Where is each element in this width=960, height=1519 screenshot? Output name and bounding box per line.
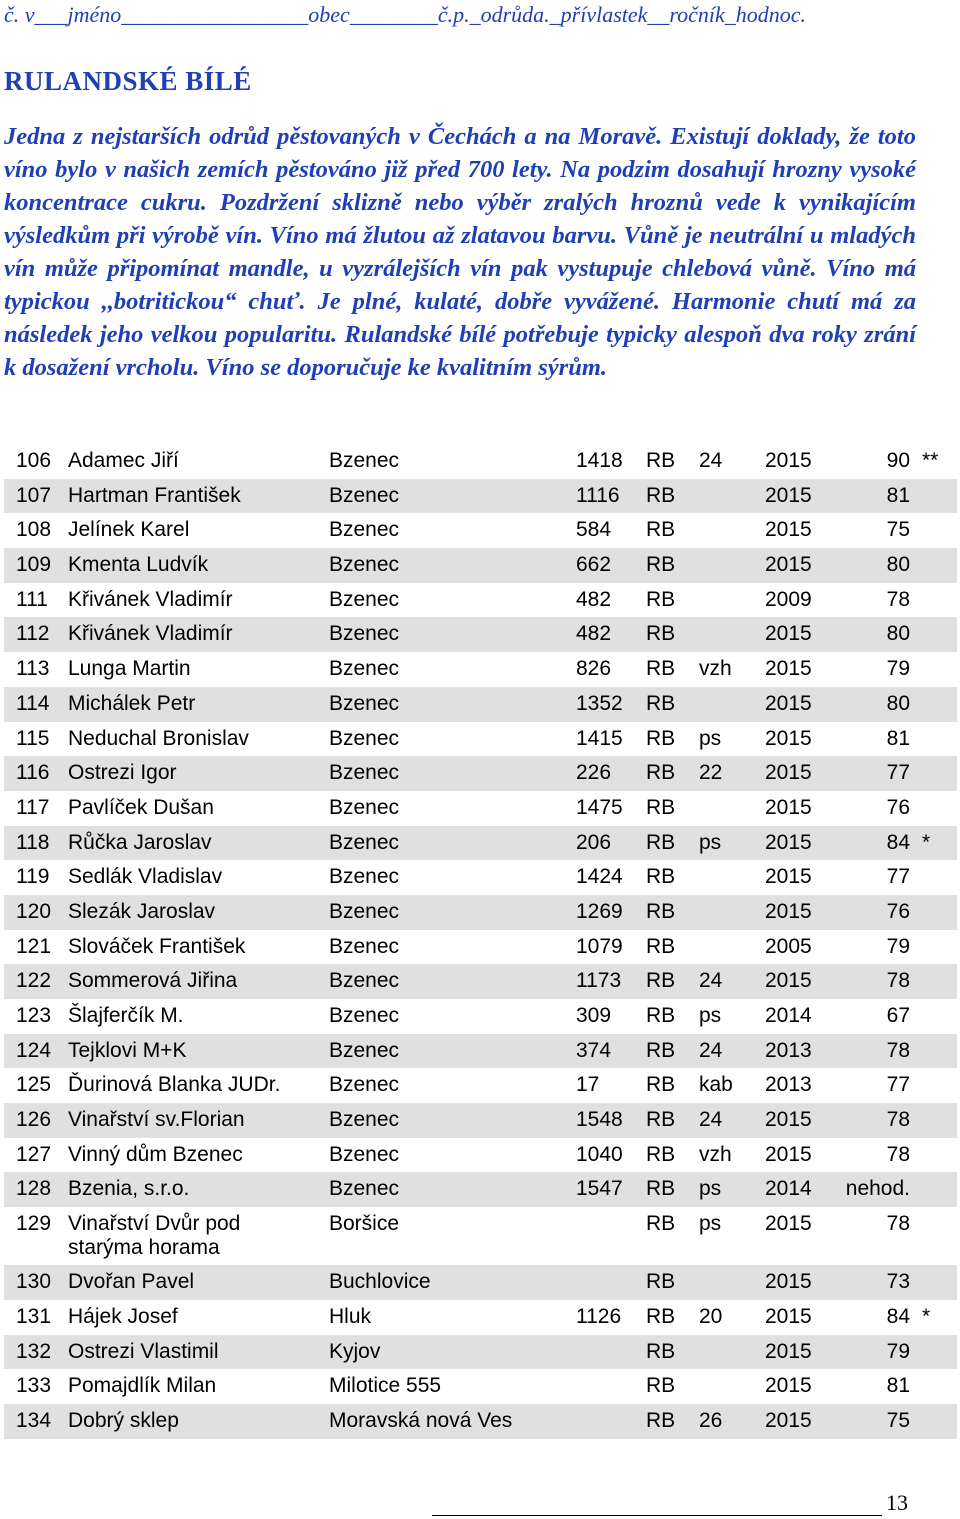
variety-code-cell: RB [646,1073,676,1097]
score-cell: 77 [886,1073,910,1097]
town-cell: Boršice [329,1212,400,1236]
vintage-year-cell: 2015 [765,1374,812,1398]
attribute-cell: 24 [699,969,723,993]
vintage-year-cell: 2015 [765,1270,812,1294]
table-row [4,1103,957,1138]
grower-name-cell: Adamec Jiří [68,449,179,472]
vintage-year-cell: 2015 [765,553,812,577]
house-number-cell: 1548 [576,1108,623,1132]
table-row [4,895,957,930]
town-cell: Buchlovice [329,1270,431,1294]
grower-name-cell: Vinný dům Bzenec [68,1142,243,1166]
variety-code-cell: RB [646,518,676,542]
house-number-cell: 1424 [576,865,623,889]
attribute-cell: ps [699,1177,722,1201]
table-row [4,791,957,826]
grower-name-cell: Bzenia, s.r.o. [68,1177,190,1201]
grower-name-cell: Hartman František [68,483,241,507]
town-cell: Bzenec [329,795,400,819]
grower-name-cell: Dvořan Pavel [68,1270,195,1294]
entry-number-cell: 113 [16,657,50,681]
grower-name-cell: Hájek Josef [68,1304,178,1328]
score-cell: 79 [886,1339,910,1363]
vintage-year-cell: 2015 [765,1339,812,1363]
score-cell: 76 [886,899,910,923]
table-row [4,1207,957,1265]
score-cell: 79 [886,934,910,958]
variety-code-cell: RB [646,449,676,472]
table-row [4,964,957,999]
house-number-cell: 584 [576,518,612,542]
vintage-year-cell: 2009 [765,587,812,611]
table-row [4,1369,957,1404]
entry-number-cell: 127 [16,1142,52,1166]
vintage-year-cell: 2015 [765,899,812,923]
house-number-cell: 226 [576,761,612,785]
table-row [4,1265,957,1300]
award-mark-cell: * [922,830,931,854]
variety-code-cell: RB [646,1270,676,1294]
house-number-cell: 1415 [576,726,623,750]
entry-number-cell: 109 [16,553,52,577]
variety-code-cell: RB [646,1004,676,1027]
variety-code-cell: RB [646,899,676,923]
entry-number-cell: 108 [16,518,52,542]
table-row [4,999,957,1034]
town-cell: Bzenec [329,899,400,923]
table-row [4,1300,957,1335]
grower-name-cell: Vinařství sv.Florian [68,1108,245,1132]
attribute-cell: 20 [699,1304,723,1328]
variety-code-cell: RB [646,934,676,958]
entry-number-cell: 111 [16,587,48,611]
vintage-year-cell: 2015 [765,449,812,472]
vintage-year-cell: 2015 [765,795,812,819]
town-cell: Milotice 555 [329,1374,442,1398]
entry-number-cell: 118 [16,830,50,854]
variety-code-cell: RB [646,865,676,889]
grower-name-cell: Sommerová Jiřina [68,969,238,993]
town-cell: Bzenec [329,449,400,472]
house-number-cell: 1547 [576,1177,623,1201]
town-cell: Bzenec [329,691,400,715]
grower-name-cell: Ďurinová Blanka JUDr. [68,1073,281,1097]
score-cell: 81 [886,483,910,507]
house-number-cell: 1079 [576,934,623,958]
entry-number-cell: 125 [16,1073,52,1097]
vintage-year-cell: 2015 [765,1142,812,1166]
score-cell: 75 [886,1408,910,1432]
entry-number-cell: 112 [16,622,50,646]
table-row [4,756,957,791]
table-row [4,1172,957,1207]
town-cell: Bzenec [329,622,400,646]
variety-code-cell: RB [646,622,676,646]
table-row [4,1068,957,1103]
variety-code-cell: RB [646,1108,676,1132]
grower-name-cell: Sedlák Vladislav [68,865,223,889]
grower-name-cell: Michálek Petr [68,691,196,715]
table-row [4,1404,957,1439]
grower-name-cell: Slováček František [68,934,246,958]
town-cell: Bzenec [329,934,400,958]
score-cell: 76 [886,795,910,819]
results-table [4,444,957,1439]
score-cell: 78 [886,1212,910,1236]
entry-number-cell: 107 [16,483,52,507]
house-number-cell: 374 [576,1038,612,1062]
entry-number-cell: 124 [16,1038,52,1062]
house-number-cell: 1126 [576,1304,622,1328]
score-cell: 79 [886,657,910,681]
score-cell: 73 [886,1270,910,1294]
variety-code-cell: RB [646,761,676,785]
score-cell: 78 [886,1038,910,1062]
variety-code-cell: RB [646,483,676,507]
variety-code-cell: RB [646,795,676,819]
variety-code-cell: RB [646,691,676,715]
entry-number-cell: 130 [16,1270,52,1294]
house-number-cell: 1040 [576,1142,623,1166]
entry-number-cell: 132 [16,1339,52,1363]
vintage-year-cell: 2013 [765,1073,812,1097]
award-mark-cell: * [922,1304,931,1328]
vintage-year-cell: 2014 [765,1177,812,1201]
vintage-year-cell: 2015 [765,1212,812,1236]
vintage-year-cell: 2015 [765,691,812,715]
grower-name-cell: Dobrý sklep [68,1408,179,1432]
vintage-year-cell: 2015 [765,726,812,750]
grower-name-cell: Kmenta Ludvík [68,553,209,577]
grower-name-cell: Ostrezi Igor [68,761,177,785]
vintage-year-cell: 2014 [765,1004,812,1027]
vintage-year-cell: 2005 [765,934,812,958]
vintage-year-cell: 2015 [765,483,812,507]
town-cell: Bzenec [329,830,400,854]
variety-code-cell: RB [646,1212,676,1236]
score-cell: 80 [886,622,910,646]
score-cell: 80 [886,691,910,715]
house-number-cell: 482 [576,587,612,611]
house-number-cell: 1475 [576,795,623,819]
table-row [4,687,957,722]
table-row [4,583,957,618]
score-cell: 78 [886,969,910,993]
entry-number-cell: 120 [16,899,52,923]
house-number-cell: 826 [576,657,612,681]
variety-title: RULANDSKÉ BÍLÉ [4,66,252,96]
vintage-year-cell: 2015 [765,1108,812,1132]
attribute-cell: ps [699,1004,722,1027]
grower-name-cell: Křivánek Vladimír [68,622,233,646]
entry-number-cell: 133 [16,1374,52,1398]
variety-code-cell: RB [646,1038,676,1062]
attribute-cell: ps [699,726,722,750]
variety-code-cell: RB [646,587,676,611]
score-cell: 77 [886,865,910,889]
table-row [4,444,957,479]
entry-number-cell: 119 [16,865,50,889]
house-number-cell: 482 [576,622,612,646]
entry-number-cell: 126 [16,1108,52,1132]
grower-name-cell: Lunga Martin [68,657,191,681]
grower-name-cell: Slezák Jaroslav [68,899,216,923]
score-cell: 81 [886,726,910,750]
grower-name-cell: Tejklovi M+K [68,1038,187,1062]
table-row [4,826,957,861]
entry-number-cell: 129 [16,1212,52,1236]
score-cell: 84 [886,1304,910,1328]
grower-name-cell: Jelínek Karel [68,518,190,542]
table-row [4,652,957,687]
attribute-cell: 24 [699,449,723,472]
table-row [4,513,957,548]
variety-code-cell: RB [646,1142,676,1166]
town-cell: Bzenec [329,761,400,785]
town-cell: Bzenec [329,553,400,577]
attribute-cell: vzh [699,1142,732,1166]
vintage-year-cell: 2015 [765,969,812,993]
table-row [4,548,957,583]
grower-name-cell: Neduchal Bronislav [68,726,249,750]
attribute-cell: ps [699,830,722,854]
entry-number-cell: 106 [16,449,52,472]
house-number-cell: 1269 [576,899,623,923]
attribute-cell: vzh [699,657,732,681]
house-number-cell: 17 [576,1073,600,1097]
table-row [4,860,957,895]
house-number-cell: 1352 [576,691,623,715]
variety-code-cell: RB [646,726,676,750]
vintage-year-cell: 2015 [765,622,812,646]
attribute-cell: kab [699,1073,733,1097]
grower-name-cell: Pavlíček Dušan [68,795,214,819]
house-number-cell: 1173 [576,969,622,993]
town-cell: Bzenec [329,483,400,507]
vintage-year-cell: 2015 [765,1304,812,1328]
attribute-cell: 22 [699,761,723,785]
attribute-cell: 24 [699,1108,723,1132]
town-cell: Moravská nová Ves [329,1408,513,1432]
entry-number-cell: 131 [16,1304,52,1328]
score-cell: 84 [886,830,910,854]
town-cell: Bzenec [329,726,400,750]
town-cell: Bzenec [329,1108,400,1132]
house-number-cell: 206 [576,830,612,854]
attribute-cell: ps [699,1212,722,1236]
grower-name-cell: Pomajdlík Milan [68,1374,217,1398]
town-cell: Bzenec [329,1177,400,1201]
variety-code-cell: RB [646,553,676,577]
vintage-year-cell: 2015 [765,1408,812,1432]
score-cell: 75 [886,518,910,542]
vintage-year-cell: 2015 [765,761,812,785]
variety-code-cell: RB [646,657,676,681]
table-row [4,1034,957,1069]
entry-number-cell: 122 [16,969,52,993]
variety-code-cell: RB [646,1408,676,1432]
table-row [4,617,957,652]
town-cell: Hluk [329,1304,372,1328]
town-cell: Bzenec [329,1073,400,1097]
grower-name-cell: Růčka Jaroslav [68,830,212,854]
score-cell: 78 [886,587,910,611]
town-cell: Kyjov [329,1339,381,1363]
town-cell: Bzenec [329,865,400,889]
grower-name-cell: Vinařství Dvůr pod starýma horama [68,1212,241,1260]
variety-code-cell: RB [646,1339,676,1363]
entry-number-cell: 123 [16,1004,52,1027]
town-cell: Bzenec [329,518,400,542]
column-header-line: č. v___jméno_________________obec________č.p._odrůda._přívlastek__ročník_hodnoc. [4,2,807,27]
score-cell: 78 [886,1108,910,1132]
town-cell: Bzenec [329,1038,400,1062]
score-cell: 67 [886,1004,910,1027]
table-row [4,930,957,965]
town-cell: Bzenec [329,587,400,611]
score-cell: 77 [886,761,910,785]
house-number-cell: 1116 [576,483,620,507]
score-cell: 78 [886,1142,910,1166]
variety-code-cell: RB [646,830,676,854]
score-cell: nehod. [845,1177,910,1201]
variety-code-cell: RB [646,1304,676,1328]
entry-number-cell: 134 [16,1408,52,1432]
house-number-cell: 1418 [576,449,623,472]
score-cell: 90 [886,449,910,472]
variety-code-cell: RB [646,1374,676,1398]
grower-name-cell: Šlajferčík M. [68,1004,184,1027]
table-row [4,722,957,757]
house-number-cell: 309 [576,1004,612,1027]
town-cell: Bzenec [329,657,400,681]
vintage-year-cell: 2015 [765,865,812,889]
entry-number-cell: 116 [16,761,50,785]
page-number: 13 [886,1490,908,1515]
vintage-year-cell: 2015 [765,657,812,681]
entry-number-cell: 114 [16,691,50,715]
table-row [4,479,957,514]
town-cell: Bzenec [329,1142,400,1166]
vintage-year-cell: 2015 [765,518,812,542]
variety-code-cell: RB [646,969,676,993]
footer-rule [432,1515,882,1516]
house-number-cell: 662 [576,553,612,577]
vintage-year-cell: 2015 [765,830,812,854]
grower-name-cell: Ostrezi Vlastimil [68,1339,219,1363]
variety-code-cell: RB [646,1177,676,1201]
attribute-cell: 24 [699,1038,723,1062]
town-cell: Bzenec [329,969,400,993]
entry-number-cell: 117 [16,795,50,819]
entry-number-cell: 115 [16,726,50,750]
town-cell: Bzenec [329,1004,400,1027]
vintage-year-cell: 2013 [765,1038,812,1062]
score-cell: 80 [886,553,910,577]
score-cell: 81 [886,1374,910,1398]
variety-description: Jedna z nejstarších odrůd pěstovaných v Čechách a na Moravě. Existují doklady, že toto víno bylo v našich zemích pěstováno již před 700 lety. Na podzim dosahují hrozny vysoké koncentrace cukru. Pozdržení sklizně nebo výběr zralých hroznů vede k vynikajícím výsledkům při výrobě vín. Víno má žlutou až zlatavou barvu. Vůně je neutrální u mladých vín může připomínat mandle, u vyzrálejších vín pak vystupuje chlebová vůně. Víno má typickou ,,botritickou“ chuť. Je plné, kulaté, dobře vyvážené. Harmonie chutí má za následek jeho velkou popularitu. Rulandské bílé potřebuje typicky alespoň dva roky zrání k dosažení vrcholu. Víno se doporučuje ke kvalitním sýrům. [4,123,916,381]
grower-name-cell: Křivánek Vladimír [68,587,233,611]
entry-number-cell: 121 [16,934,52,958]
table-row [4,1335,957,1370]
attribute-cell: 26 [699,1408,723,1432]
entry-number-cell: 128 [16,1177,52,1201]
award-mark-cell: ** [922,449,939,472]
table-row [4,1138,957,1173]
